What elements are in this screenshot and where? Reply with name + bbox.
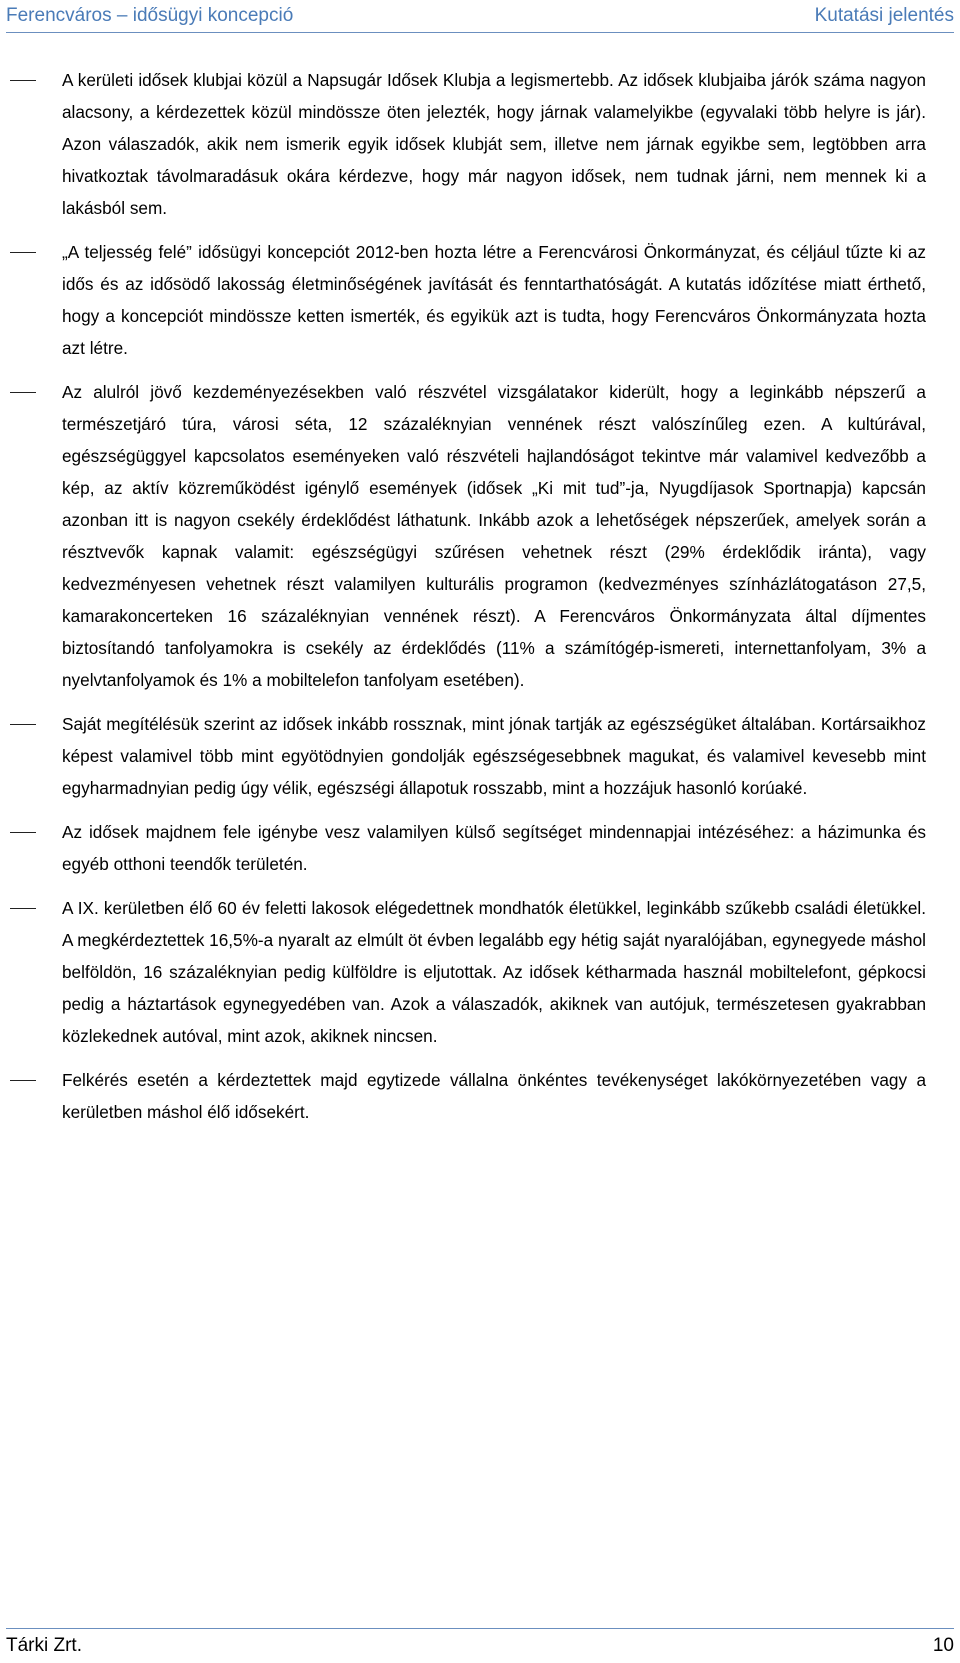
dash-bullet-icon <box>10 724 36 725</box>
page-footer <box>6 1628 954 1663</box>
bullet-item <box>0 892 960 1052</box>
page-header <box>6 0 954 33</box>
bullet-text: A IX. kerületben élő 60 év feletti lakosok elégedettnek mondhatók életükkel, leginkább szűkebb családi életükkel. A megkérdeztettek 16,5%-a nyaralt az elmúlt öt évben legalább egy hétig saját nyaralójában, egynegyede máshol belföldön, 16 százaléknyian pedig külföldre is eljutottak. Az idősek kétharmada használ mobiltelefont, gépkocsi pedig a háztartások egynegyedében van. Azok a válaszadók, akiknek van autójuk, természetesen gyakrabban közlekednek autóval, mint azok, akiknek nincsen. <box>62 898 926 1046</box>
dash-bullet-icon <box>10 832 36 833</box>
footer-company: Tárki Zrt. <box>6 1635 82 1656</box>
bullet-item <box>0 236 960 364</box>
document-body <box>0 64 960 1140</box>
bullet-text: Saját megítélésük szerint az idősek inkább rossznak, mint jónak tartják az egészségüket általában. Kortársaikhoz képest valamivel több mint egyötödnyien gondolják egészségesebbnek magukat, és valamivel kevesebb mint egyharmadnyian pedig úgy vélik, egészségi állapotuk rosszabb, mint a hozzájuk hasonló korúaké. <box>62 714 926 798</box>
bullet-item <box>0 64 960 224</box>
bullet-text: Felkérés esetén a kérdeztettek majd egytizede vállalna önkéntes tevékenységet lakókörnyezetében vagy a kerületben máshol élő idősekért. <box>62 1070 926 1122</box>
bullet-text: Az alulról jövő kezdeményezésekben való részvétel vizsgálatakor kiderült, hogy a leginkább népszerű a természetjáró túra, városi séta, 12 százaléknyian vennének részt valószínűleg ezen. A kultúrával, egészségüggyel kapcsolatos eseményeken való részvételi hajlandóságot tekintve már valamivel kedvezőbb a kép, az aktív közreműködést igénylő események (idősek „Ki mit tud”-ja, Nyugdíjasok Sportnapja) kapcsán azonban itt is nagyon csekély érdeklődést láthatunk. Inkább azok a lehetőségek népszerűek, amelyek során a résztvevők kapnak valamit: egészségügyi szűrésen vehetnek részt (29% érdeklődik iránta), vagy kedvezményesen vehetnek részt valamilyen kulturális programon (kedvezményes színházlátogatáson 27,5, kamarakoncerteken 16 százaléknyian vennének részt). A Ferencváros Önkormányzata által díjmentes biztosítandó tanfolyamokra is csekély az érdeklődés (11% a számítógép-ismereti, internettanfolyam, 3% a nyelvtanfolyamok és 1% a mobiltelefon tanfolyam esetében). <box>62 382 926 690</box>
dash-bullet-icon <box>10 392 36 393</box>
header-section-label: Kutatási jelentés <box>814 5 954 26</box>
bullet-text: Az idősek majdnem fele igénybe vesz valamilyen külső segítséget mindennapjai intézéséhez: a házimunka és egyéb otthoni teendők területén. <box>62 822 926 874</box>
dash-bullet-icon <box>10 252 36 253</box>
dash-bullet-icon <box>10 80 36 81</box>
bullet-text: A kerületi idősek klubjai közül a Napsugár Idősek Klubja a legismertebb. Az idősek klubjaiba járók száma nagyon alacsony, a kérdezettek közül mindössze öten jelezték, hogy járnak valamelyikbe (egyvalaki több helyre is jár). Azon válaszadók, akik nem ismerik egyik idősek klubját sem, illetve nem járnak egyikbe sem, legtöbben arra hivatkoztak távolmaradásuk okára kérdezve, hogy már nagyon idősek, nem tudnak járni, nem mennek ki a lakásból sem. <box>62 70 926 218</box>
dash-bullet-icon <box>10 1080 36 1081</box>
bullet-item <box>0 816 960 880</box>
bullet-item <box>0 708 960 804</box>
page-number: 10 <box>932 1635 954 1656</box>
bullet-item <box>0 1064 960 1128</box>
bullet-text: „A teljesség felé” idősügyi koncepciót 2012-ben hozta létre a Ferencvárosi Önkormányzat, és céljául tűzte ki az idős és az idősödő lakosság életminőségének javítását és fenntarthatóságát. A kutatás időzítése miatt érthető, hogy a koncepciót mindössze ketten ismerték, és egyikük azt is tudta, hogy Ferencváros Önkormányzata hozta azt létre. <box>62 242 926 358</box>
header-title: Ferencváros – idősügyi koncepció <box>6 5 294 26</box>
bullet-item <box>0 376 960 696</box>
dash-bullet-icon <box>10 908 36 909</box>
